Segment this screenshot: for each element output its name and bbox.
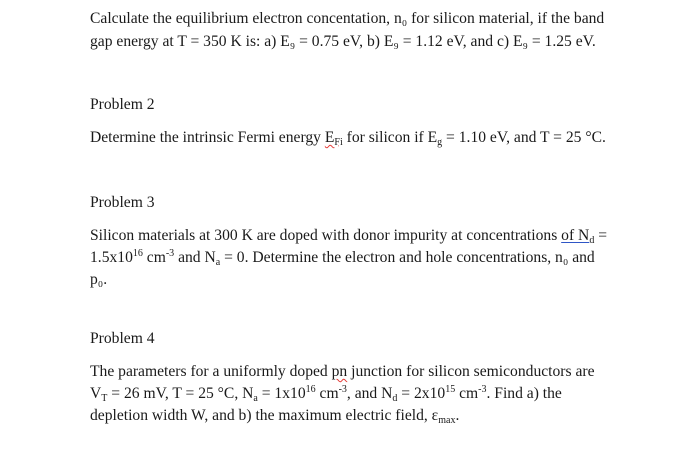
problem1-line1	[90, 9, 604, 29]
problem4-sub-max: max	[438, 415, 456, 426]
spellcheck-word-pn: pn	[331, 363, 348, 380]
problem2-text-d: = 1.10 eV, and T = 25 °C.	[442, 129, 606, 146]
problem4-text-2a: V	[90, 385, 102, 402]
problem3-text-2d: = 0. Determine the electron and hole concentrations, n₀ and	[220, 249, 595, 266]
problem3-line1	[90, 226, 607, 246]
problem3-sup-16: 16	[132, 248, 143, 259]
problem3-sup-m3: -3	[165, 248, 175, 259]
problem3-text-3: p₀.	[90, 271, 108, 288]
problem2-text-a: Determine the intrinsic Fermi energy	[90, 129, 325, 146]
problem4-text-1c: junction for silicon semiconductors are	[347, 363, 595, 380]
problem2-sub-fi: Fi	[334, 137, 343, 148]
problem3-text-2b: cm	[142, 249, 166, 266]
problem4-line3	[90, 406, 459, 426]
problem2-text-c: for silicon if E	[342, 129, 438, 146]
problem2-heading-text: Problem 2	[90, 96, 155, 113]
problem3-text-2a: 1.5x10	[90, 249, 133, 266]
problem4-text-3a: depletion width W, and b) the maximum electric field, ε	[90, 407, 439, 424]
problem3-line3	[90, 270, 107, 290]
problem4-sup-m3a: -3	[338, 384, 347, 395]
problem1-line2	[90, 32, 596, 52]
problem4-text-2f: = 2x10	[397, 385, 446, 402]
problem4-line2	[90, 384, 562, 404]
problem3-text-1b: of N	[561, 227, 590, 244]
problem2-heading	[90, 95, 155, 115]
problem3-heading-text: Problem 3	[90, 194, 155, 211]
problem4-text-3b: .	[455, 407, 460, 424]
problem4-text-2d: cm	[315, 385, 339, 402]
problem3-heading	[90, 193, 155, 213]
problem4-text-1a: The parameters for a uniformly doped	[90, 363, 332, 380]
problem1-text-1: Calculate the equilibrium electron concentation, n₀ for silicon material, if the band	[90, 10, 605, 27]
problem3-text-1c: =	[594, 227, 608, 244]
spellcheck-word-efi	[325, 129, 343, 146]
problem3-text-1a: Silicon materials at 300 K are doped with donor impurity at concentrations	[90, 227, 562, 244]
problem1-text-2: gap energy at T = 350 K is: a) E₉ = 0.75 eV, b) E₉ = 1.12 eV, and c) E₉ = 1.25 eV.	[90, 33, 596, 50]
problem4-text-2b: = 26 mV, T = 25 °C, N	[107, 385, 254, 402]
problem3-text-2c: and N	[174, 249, 216, 266]
problem4-text-2h: . Find a) the	[486, 385, 562, 402]
problem2-line1	[90, 128, 606, 148]
problem3-sub-a: a	[215, 257, 221, 268]
problem2-sub-g: g	[437, 137, 443, 148]
problem4-heading	[90, 329, 155, 349]
problem4-text-2e: , and N	[346, 385, 393, 402]
problem4-sub-a: a	[253, 393, 258, 404]
problem4-heading-text: Problem 4	[90, 330, 155, 347]
problem4-text-2g: cm	[455, 385, 479, 402]
problem4-sub-t: T	[101, 393, 108, 404]
problem4-sup-15: 15	[445, 384, 456, 395]
problem4-line1	[90, 362, 595, 382]
problem4-text-2c: = 1x10	[257, 385, 306, 402]
problem4-sub-d: d	[392, 393, 398, 404]
problem4-sup-m3b: -3	[478, 384, 487, 395]
problem3-sub-d: d	[589, 235, 595, 246]
problem4-sup-16: 16	[305, 384, 316, 395]
problem2-text-b: E	[324, 129, 335, 146]
grammar-flag-of-nd	[561, 227, 594, 244]
problem3-line2	[90, 248, 595, 268]
